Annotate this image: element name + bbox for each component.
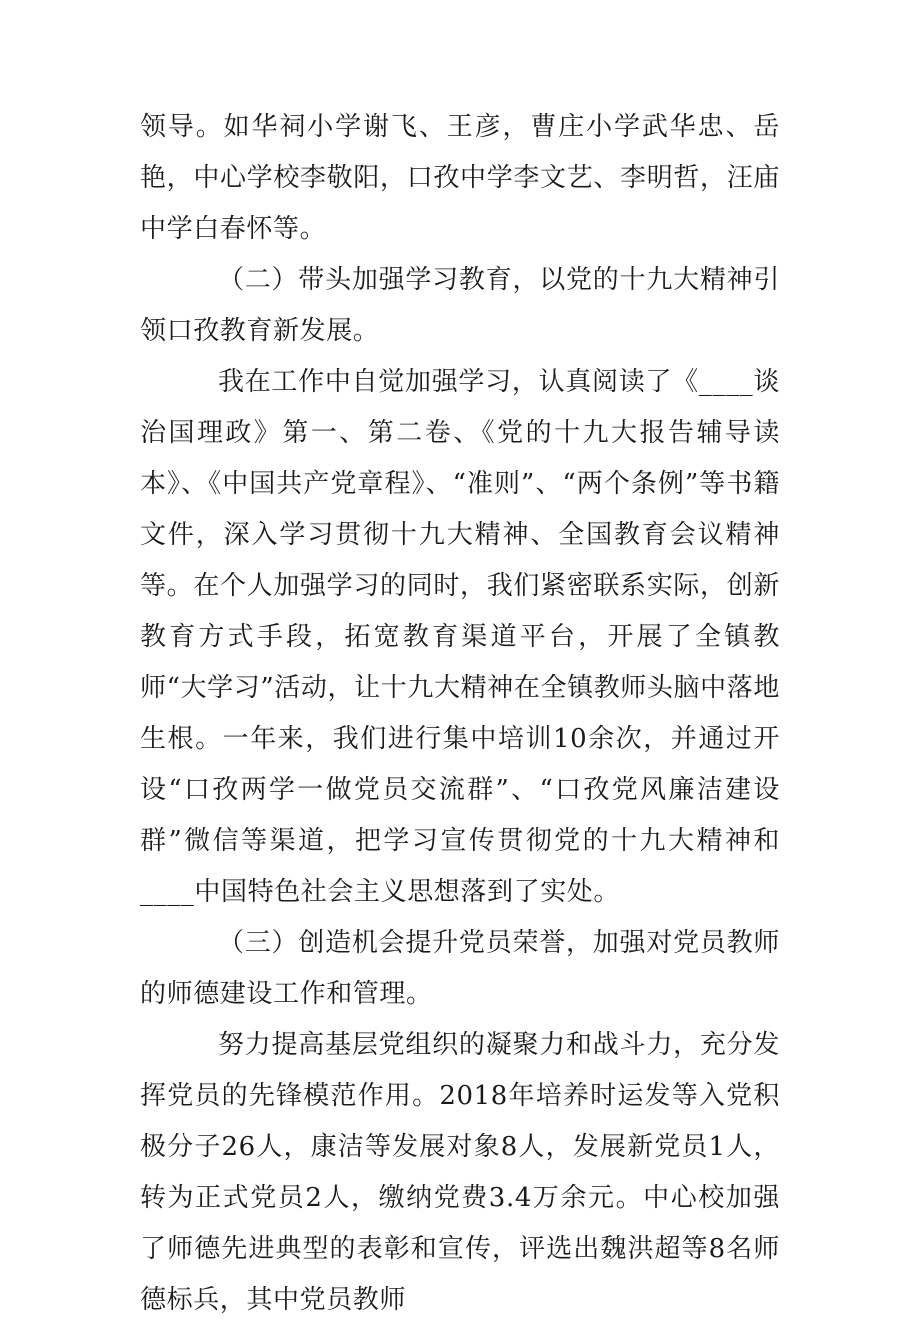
paragraph-party-building: 努力提高基层党组织的凝聚力和战斗力，充分发挥党员的先锋模范作用。2018年培养时运发等入党积极分子26人，康洁等发展对象8人，发展新党员1人，转为正式党员2人，缴纳党费3.4万余元。中心校加强了师德先进典型的表彰和宣传，评选出魏洪超等8名师德标兵，其中党员教师 xyxy=(140,1030,780,1315)
document-body xyxy=(140,102,780,1326)
paragraph-heading-two: （二）带头加强学习教育，以党的十九大精神引领口孜教育新发展。 xyxy=(140,265,780,346)
paragraph-heading-three: （三）创造机会提升党员荣誉，加强对党员教师的师德建设工作和管理。 xyxy=(140,928,780,1009)
paragraph-study: 我在工作中自觉加强学习，认真阅读了《____谈治国理政》第一、第二卷、《党的十九大报告辅导读本》、《中国共产党章程》、“准则”、“两个条例”等书籍文件，深入学习贯彻十九大精神、全国教育会议精神等。在个人加强学习的同时，我们紧密联系实际，创新教育方式手段，拓宽教育渠道平台，开展了全镇教师“大学习”活动，让十九大精神在全镇教师头脑中落地生根。一年来，我们进行集中培训10余次，并通过开设“口孜两学一做党员交流群”、“口孜党风廉洁建设群”微信等渠道，把学习宣传贯彻党的十九大精神和____中国特色社会主义思想落到了实处。 xyxy=(140,367,780,907)
paragraph-continuation: 领导。如华祠小学谢飞、王彦，曹庄小学武华忠、岳艳，中心学校李敬阳，口孜中学李文艺、李明哲，汪庙中学白春怀等。 xyxy=(140,112,780,244)
